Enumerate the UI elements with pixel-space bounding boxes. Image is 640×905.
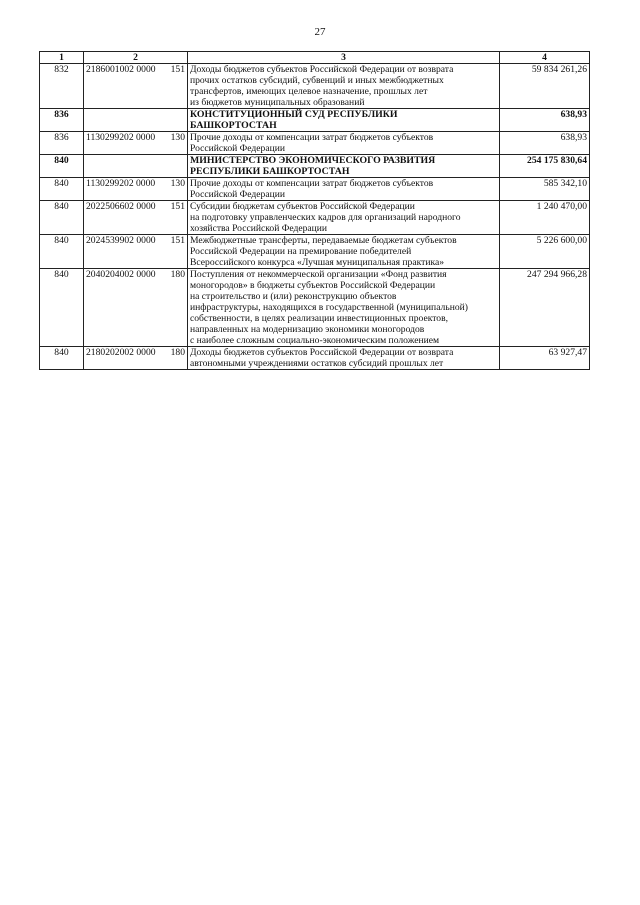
income-name-line: автономными учреждениями остатков субсидий прошлых лет [190, 358, 444, 369]
income-name-line: Российской Федерации [190, 143, 285, 154]
income-code: 2186001002 0000 [86, 64, 156, 75]
column-header-1: 1 [40, 52, 84, 64]
income-code-cell [84, 64, 188, 109]
income-name-line: Российской Федерации [190, 189, 285, 200]
amount-cell: 63 927,47 [500, 347, 590, 370]
income-name-line: моногородов» в бюджеты субъектов Российской Федерации [190, 280, 436, 291]
table-row-organization [40, 155, 590, 178]
income-name-cell [188, 347, 500, 370]
column-header-3: 3 [188, 52, 500, 64]
income-name-line: трансфертов, имеющих целевое назначение, прошлых лет [190, 86, 428, 97]
income-kind-code: 130 [170, 132, 185, 143]
income-name-cell [188, 201, 500, 235]
amount-cell: 5 226 600,00 [500, 235, 590, 269]
amount-cell: 254 175 830,64 [500, 155, 590, 178]
income-name-line: на подготовку управленческих кадров для организаций народного [190, 212, 461, 223]
income-name-cell [188, 155, 500, 178]
income-code: 2180202002 0000 [86, 347, 156, 358]
income-code: 1130299202 0000 [86, 132, 156, 143]
page-number: 27 [314, 26, 326, 38]
table-row [40, 347, 590, 370]
income-code-cell [84, 347, 188, 370]
table-row-organization [40, 109, 590, 132]
table-row [40, 201, 590, 235]
income-name-line: собственности, в целях реализации инвестиционных проектов, [190, 313, 449, 324]
amount-cell: 247 294 966,28 [500, 269, 590, 347]
income-name-line: Прочие доходы от компенсации затрат бюджетов субъектов [190, 178, 434, 189]
income-name-line: Субсидии бюджетам субъектов Российской Федерации [190, 201, 415, 212]
table-row [40, 64, 590, 109]
income-name-cell [188, 109, 500, 132]
table-row [40, 132, 590, 155]
income-name-line: Доходы бюджетов субъектов Российской Федерации от возврата [190, 64, 454, 75]
table-row [40, 269, 590, 347]
amount-cell: 59 834 261,26 [500, 64, 590, 109]
income-name-cell [188, 132, 500, 155]
income-name-line: МИНИСТЕРСТВО ЭКОНОМИЧЕСКОГО РАЗВИТИЯ [190, 155, 436, 166]
column-header-2: 2 [84, 52, 188, 64]
income-name-line: хозяйства Российской Федерации [190, 223, 328, 234]
income-name-line: Прочие доходы от компенсации затрат бюджетов субъектов [190, 132, 434, 143]
amount-cell: 1 240 470,00 [500, 201, 590, 235]
income-name-line: направленных на модернизацию экономики моногородов [190, 324, 425, 335]
table-header-row [40, 52, 590, 64]
budget-income-table [39, 51, 590, 370]
income-name-line: БАШКОРТОСТАН [190, 120, 277, 131]
admin-code-cell: 840 [40, 269, 84, 347]
amount-cell: 585 342,10 [500, 178, 590, 201]
income-code-cell [84, 178, 188, 201]
income-kind-code: 151 [170, 201, 185, 212]
amount-cell: 638,93 [500, 109, 590, 132]
income-code: 1130299202 0000 [86, 178, 156, 189]
admin-code-cell: 832 [40, 64, 84, 109]
income-code-cell [84, 132, 188, 155]
admin-code-cell: 836 [40, 132, 84, 155]
income-name-line: Доходы бюджетов субъектов Российской Федерации от возврата [190, 347, 454, 358]
admin-code-cell: 840 [40, 201, 84, 235]
income-name-line: на строительство и (или) реконструкцию объектов [190, 291, 397, 302]
income-name-line: из бюджетов муниципальных образований [190, 97, 365, 108]
income-name-line: инфраструктуры, находящихся в государственной (муниципальной) [190, 302, 468, 313]
income-code-cell [84, 155, 188, 178]
income-code-cell [84, 235, 188, 269]
amount-cell: 638,93 [500, 132, 590, 155]
income-name-line: прочих остатков субсидий, субвенций и иных межбюджетных [190, 75, 444, 86]
income-name-line: Российской Федерации на премирование победителей [190, 246, 412, 257]
admin-code-cell: 840 [40, 347, 84, 370]
income-name-cell [188, 178, 500, 201]
column-header-4: 4 [500, 52, 590, 64]
admin-code-cell: 840 [40, 235, 84, 269]
income-name-cell [188, 269, 500, 347]
income-code-cell [84, 201, 188, 235]
admin-code-cell: 836 [40, 109, 84, 132]
income-kind-code: 180 [170, 269, 185, 280]
income-name-line: Межбюджетные трансферты, передаваемые бюджетам субъектов [190, 235, 457, 246]
income-name-cell [188, 235, 500, 269]
income-code-cell [84, 109, 188, 132]
income-kind-code: 151 [170, 235, 185, 246]
income-name-line: КОНСТИТУЦИОННЫЙ СУД РЕСПУБЛИКИ [190, 109, 398, 120]
admin-code-cell: 840 [40, 155, 84, 178]
admin-code-cell: 840 [40, 178, 84, 201]
income-code: 2022506602 0000 [86, 201, 156, 212]
table-row [40, 178, 590, 201]
income-kind-code: 180 [170, 347, 185, 358]
table-row [40, 235, 590, 269]
table-body [40, 64, 590, 370]
income-name-cell [188, 64, 500, 109]
income-name-line: РЕСПУБЛИКИ БАШКОРТОСТАН [190, 166, 350, 177]
income-code: 2024539902 0000 [86, 235, 156, 246]
income-name-line: Всероссийского конкурса «Лучшая муниципальная практика» [190, 257, 445, 268]
income-kind-code: 130 [170, 178, 185, 189]
income-code: 2040204002 0000 [86, 269, 156, 280]
income-name-line: с наиболее сложным социально-экономическим положением [190, 335, 440, 346]
income-kind-code: 151 [170, 64, 185, 75]
income-code-cell [84, 269, 188, 347]
income-name-line: Поступления от некоммерческой организации «Фонд развития [190, 269, 447, 280]
